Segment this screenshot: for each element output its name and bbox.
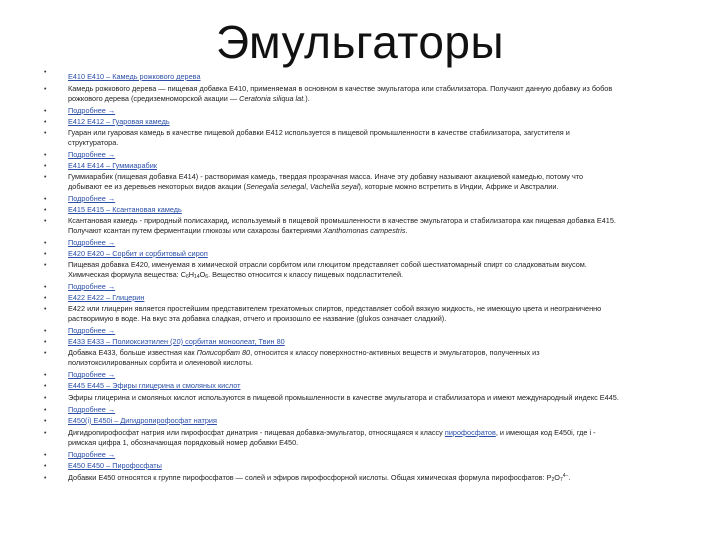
bullet-icon: • bbox=[44, 475, 47, 482]
additive-description: римская цифра 1, обозначающая порядковый номер добавки Е450. bbox=[68, 438, 299, 447]
bullet-icon: • bbox=[44, 251, 47, 258]
additive-description: растворимую в воде. На вкус эта добавка сладкая, отчего и произошло ее название (glukos означает сладкий). bbox=[68, 314, 447, 323]
more-link[interactable]: Подробнее → bbox=[68, 450, 116, 459]
additive-link-e445[interactable]: Е445 Е445 – Эфиры глицерина и смоляных кислот bbox=[68, 381, 241, 390]
additive-link-e414[interactable]: Е414 Е414 – Гуммиарабик bbox=[68, 161, 157, 170]
bullet-icon: • bbox=[44, 262, 47, 269]
additive-link-e420[interactable]: Е420 Е420 – Сорбит и сорбитовый сироп bbox=[68, 249, 208, 258]
additive-description: Гуаран или гуаровая камедь в качестве пищевой добавки Е412 используется в пищевой промышленности в качестве стабилизатора, загустителя и bbox=[68, 128, 570, 137]
additive-description: Гуммиарабик (пищевая добавка Е414) - растворимая камедь, твердая прозрачная масса. Иначе эту добавку называют акациевой камедью, потому что bbox=[68, 172, 584, 181]
more-link[interactable]: Подробнее → bbox=[68, 106, 116, 115]
bullet-icon: • bbox=[44, 207, 47, 214]
more-link[interactable]: Подробнее → bbox=[68, 194, 116, 203]
chemical-formula: Химическая формула вещества: $C_6H_{14}O_6$. Вещество относится к классу пищевых подсластителей. bbox=[68, 270, 404, 280]
bullet-icon: • bbox=[44, 372, 47, 379]
additive-description: структуратора. bbox=[68, 138, 119, 147]
more-link[interactable]: Подробнее → bbox=[68, 326, 116, 335]
more-link[interactable]: Подробнее → bbox=[68, 370, 116, 379]
additive-link-e450[interactable]: Е450 Е450 – Пирофосфаты bbox=[68, 461, 162, 470]
additive-description: Е422 или глицерин является простейшим представителем трехатомных спиртов, представляет собой вязкую жидкость, не имеющую цвета и неограниченно bbox=[68, 304, 602, 313]
additive-description: Камедь рожкового дерева — пищевая добавка Е410, применяемая в основном в качестве эмульгатора или стабилизатора. Получают данную добавку из бобов bbox=[68, 84, 613, 93]
additive-link-e410[interactable]: Е410 Е410 – Камедь рожкового дерева bbox=[68, 72, 201, 81]
bullet-icon: • bbox=[44, 452, 47, 459]
more-link[interactable]: Подробнее → bbox=[68, 282, 116, 291]
additive-description: полиэтоксилированных сорбита и олеиновой кислоты. bbox=[68, 358, 253, 367]
bullet-icon: • bbox=[44, 328, 47, 335]
bullet-icon: • bbox=[44, 383, 47, 390]
bullet-icon: • bbox=[44, 130, 47, 137]
more-link[interactable]: Подробнее → bbox=[68, 238, 116, 247]
bullet-icon: • bbox=[44, 108, 47, 115]
additive-link-e450i[interactable]: Е450(i) Е450i – Дигидропирофосфат натрия bbox=[68, 416, 217, 425]
additive-link-e422[interactable]: Е422 Е422 – Глицерин bbox=[68, 293, 145, 302]
additive-description: Пищевая добавка Е420, именуемая в химической отрасли сорбитом или глюцитом представляет собой шестиатомарный спирт со сладковатым вкусом. bbox=[68, 260, 587, 269]
additive-link-e412[interactable]: Е412 Е412 – Гуаровая камедь bbox=[68, 117, 170, 126]
bullet-icon: • bbox=[44, 350, 47, 357]
more-link[interactable]: Подробнее → bbox=[68, 150, 116, 159]
additive-link-e415[interactable]: Е415 Е415 – Ксантановая камедь bbox=[68, 205, 182, 214]
bullet-icon: • bbox=[44, 306, 47, 313]
bullet-icon: • bbox=[44, 163, 47, 170]
additive-description: Получают ксантан путем ферментации глюкозы или сахарозы бактериями Xanthomonas campestris. bbox=[68, 226, 408, 235]
additive-description: Ксантановая камедь - природный полисахарид, используемый в пищевой промышленности в качестве эмульгатора и стабилизатора как пищевая добавка Е415. bbox=[68, 216, 616, 225]
chemical-formula: Добавки Е450 относятся к группе пирофосфатов — солей и эфиров пирофосфорной кислоты. Общая химическая формула пирофосфатов: $P_2O_7^{4-}$. bbox=[68, 473, 571, 483]
bullet-icon: • bbox=[44, 240, 47, 247]
bullet-icon: • bbox=[44, 430, 47, 437]
additive-description: Дигидропирофосфат натрия или пирофосфат динатрия - пищевая добавка-эмульгатор, относящаяся к классу пирофосфатов, и имеющая код Е450i, где i - bbox=[68, 428, 596, 437]
bullet-icon: • bbox=[44, 174, 47, 181]
more-link[interactable]: Подробнее → bbox=[68, 405, 116, 414]
bullet-icon: • bbox=[44, 418, 47, 425]
additive-description: Эфиры глицерина и смоляных кислот используются в пищевой промышленности в качестве эмульгатора и стабилизатора и имеют международный индекс Е445. bbox=[68, 393, 619, 402]
page-title: Эмульгаторы bbox=[215, 16, 505, 68]
bullet-icon: • bbox=[44, 119, 47, 126]
bullet-icon: • bbox=[44, 284, 47, 291]
additive-link-e433[interactable]: Е433 Е433 – Полиоксиэтилен (20) сорбитан моноолеат, Твин 80 bbox=[68, 337, 285, 346]
bullet-icon: • bbox=[44, 339, 47, 346]
bullet-icon: • bbox=[44, 196, 47, 203]
pyrophosphates-link[interactable]: пирофосфатов bbox=[444, 428, 496, 437]
bullet-icon: • bbox=[44, 69, 47, 76]
bullet-icon: • bbox=[44, 86, 47, 93]
bullet-icon: • bbox=[44, 463, 47, 470]
additive-description: рожкового дерева (средиземноморской акации — Ceratonia siliqua lat.). bbox=[68, 94, 310, 103]
bullet-icon: • bbox=[44, 295, 47, 302]
bullet-icon: • bbox=[44, 395, 47, 402]
bullet-icon: • bbox=[44, 218, 47, 225]
bullet-icon: • bbox=[44, 407, 47, 414]
bullet-icon: • bbox=[44, 152, 47, 159]
additive-description: добывают ее из деревьев некоторых видов акации (Senegalia senegal, Vachellia seyal), которые можно встретить в Индии, Африке и Австралии. bbox=[68, 182, 559, 191]
additive-description: Добавка Е433, больше известная как Полисорбат 80, относится к классу поверхностно-активных веществ и эмульгаторов, полученных из bbox=[68, 348, 540, 357]
